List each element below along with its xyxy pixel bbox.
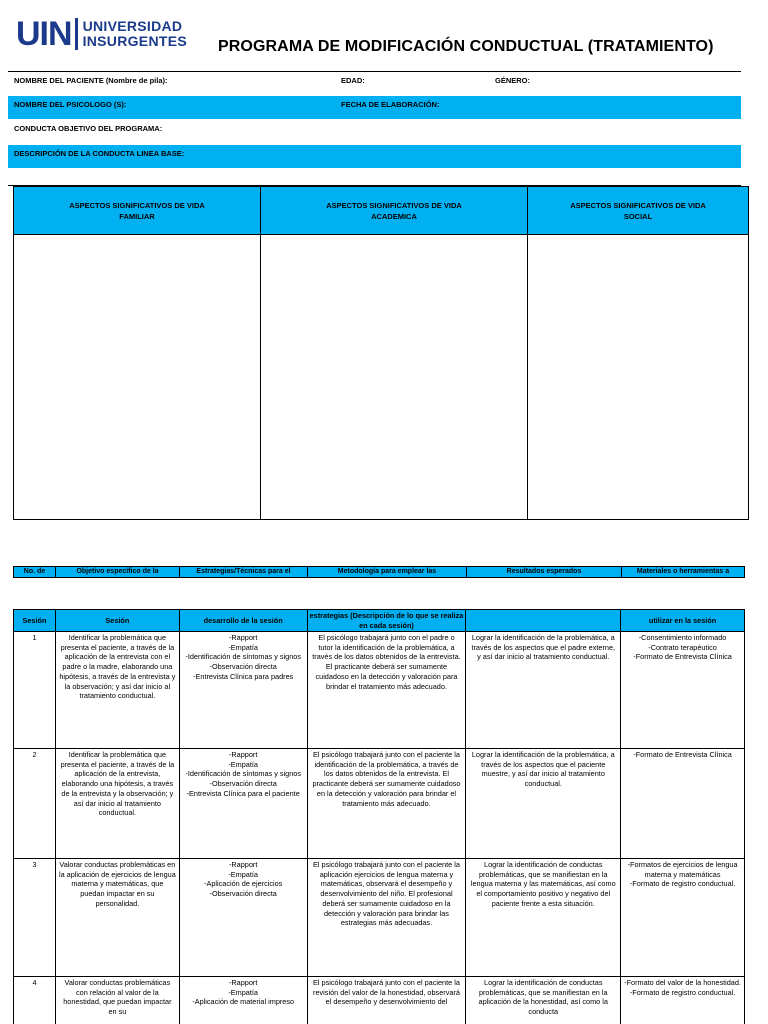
logo-mark: UIN	[16, 15, 72, 53]
aspect-header-familiar: ASPECTOS SIGNIFICATIVOS DE VIDA FAMILIAR	[14, 187, 260, 235]
aspect-column-academica	[261, 187, 528, 519]
gender-label: GÉNERO:	[495, 76, 531, 85]
session-strategies: -Rapport -Empatía -Aplicación de ejercicios -Observación directa	[179, 859, 307, 977]
session-methodology: El psicólogo trabajará junto con el paciente la aplicación ejercicios de lengua materna y matemáticas, observará el desempeño y desenvolvimiento del niño. El profesional deberá ser sumamente cuidadoso en la detección y valoración para brindar las estrategias más adecuadas.	[307, 859, 466, 977]
header-col-6: Materiales o herramientas a	[636, 568, 730, 575]
session-methodology: El psicólogo trabajará junto con el paciente la identificación de la problemática, a través de los datos obtenidos de la entrevista. El practicante deberá ser sumamente cuidadoso en la detección y valoración para brindar el tratamiento más adecuado.	[307, 749, 466, 859]
session-number: 1	[14, 632, 56, 749]
session-objective: Valorar conductas problemáticas en la aplicación de ejercicios de lengua materna y matemáticas, que puedan impactar en su personalidad.	[55, 859, 179, 977]
date-label: FECHA DE ELABORACIÓN:	[341, 100, 440, 109]
session-methodology: El psicólogo trabajará junto con el paciente la revisión del valor de la honestidad, observará el desempeño y desenvolvimiento del	[307, 977, 466, 1024]
sessions-table	[13, 609, 745, 1024]
page-title: PROGRAMA DE MODIFICACIÓN CONDUCTUAL (TRATAMIENTO)	[218, 38, 714, 55]
session-objective: Valorar conductas problemáticas con relación al valor de la honestidad, que puedan impactar en su	[55, 977, 179, 1024]
logo-divider	[75, 18, 78, 50]
table-row	[14, 859, 745, 977]
session-strategies: -Rapport -Empatía -Aplicación de material impreso	[179, 977, 307, 1024]
header-objective: Sesión	[55, 610, 179, 632]
session-strategies: -Rapport -Empatía -Identificación de síntomas y signos -Observación directa -Entrevista Clínica para el paciente	[179, 749, 307, 859]
session-materials: -Consentimiento informado -Contrato terapéutico -Formato de Entrevista Clínica	[621, 632, 745, 749]
header-strategies: desarrollo de la sesión	[179, 610, 307, 632]
patient-name-label: NOMBRE DEL PACIENTE (Nombre de pila):	[14, 76, 168, 85]
session-number: 4	[14, 977, 56, 1024]
sessions-header-strip	[13, 566, 745, 578]
baseline-label: DESCRIPCIÓN DE LA CONDUCTA LINEA BASE:	[14, 149, 185, 158]
aspects-table	[13, 186, 749, 520]
aspect-header-academica: ASPECTOS SIGNIFICATIVOS DE VIDA ACADEMICA	[261, 187, 527, 235]
patient-row	[8, 72, 741, 95]
session-objective: Identificar la problemática que presenta el paciente, a través de la aplicación de la entrevista con el padre o la madre, elaborando una hipótesis, a través de la entrevista y la observación; y así dar inicio al tratamiento conductual.	[55, 632, 179, 749]
session-materials: -Formatos de ejercicios de lengua materna y matemáticas -Formato de registro conductual.	[621, 859, 745, 977]
header-col-1: No. de	[14, 567, 56, 577]
aspect-header-social: ASPECTOS SIGNIFICATIVOS DE VIDA SOCIAL	[528, 187, 748, 235]
target-behavior-row	[8, 120, 741, 143]
header-methodology: estrategias (Descripción de lo que se realiza en cada sesión)	[307, 610, 466, 632]
header-col-5: Resultados esperados	[467, 567, 622, 577]
session-results: Lograr la identificación de la problemática, a través de los aspectos que el paciente muestre, y así dar inicio al tratamiento conductual.	[466, 749, 621, 859]
header-session-number: Sesión	[14, 610, 56, 632]
session-methodology: El psicólogo trabajará junto con el padre o tutor la identificación de la problemática, a través de los datos obtenidos de la entrevista. El practicante deberá ser sumamente cuidadoso en la detección y valoración para brindar el tratamiento más adecuado.	[307, 632, 466, 749]
psychologist-row	[8, 96, 741, 119]
session-number: 3	[14, 859, 56, 977]
header-col-4: Metodología para emplear las	[308, 567, 467, 577]
table-row	[14, 632, 745, 749]
table-row	[14, 977, 745, 1024]
psychologist-label: NOMBRE DEL PSICOLOGO (S):	[14, 100, 127, 109]
header-results	[466, 610, 621, 632]
logo-text	[83, 19, 187, 49]
session-materials: -Formato del valor de la honestidad. -Formato de registro conductual.	[621, 977, 745, 1024]
header-col-3: Estrategias/Técnicas para el	[180, 567, 308, 577]
logo-line-2: INSURGENTES	[82, 33, 187, 49]
session-objective: Identificar la problemática que presenta el paciente, a través de la aplicación de la entrevista, elaborando una hipótesis, a través de la entrevista y la observación; y así dar inicio al tratamiento conductual.	[55, 749, 179, 859]
sessions-header-row	[14, 610, 745, 632]
session-results: Lograr la identificación de conductas problemáticas, que se manifiestan en la aplicación de la honestidad, así como la conducta	[466, 977, 621, 1024]
aspect-column-familiar	[14, 187, 261, 519]
aspect-column-social	[528, 187, 748, 519]
session-results: Lograr la identificación de conductas problemáticas, que se manifiestan en la lengua materna y las matemáticas, así como el comportamiento positivo y negativo del paciente frente a esta situación.	[466, 859, 621, 977]
session-number: 2	[14, 749, 56, 859]
target-behavior-label: CONDUCTA OBJETIVO DEL PROGRAMA:	[14, 124, 163, 133]
logo-line-1: UNIVERSIDAD	[82, 18, 183, 34]
age-label: EDAD:	[341, 76, 365, 85]
session-materials: -Formato de Entrevista Clínica	[621, 749, 745, 859]
table-row	[14, 749, 745, 859]
header-materials: utilizar en la sesión	[621, 610, 745, 632]
baseline-row	[8, 145, 741, 168]
header-col-2: Objetivo específico de la	[56, 567, 180, 577]
university-logo	[16, 16, 187, 52]
session-results: Lograr la identificación de la problemática, a través de los aspectos que el padre externe, y así dar inicio al tratamiento conductual.	[466, 632, 621, 749]
session-strategies: -Rapport -Empatía -Identificación de síntomas y signos -Observación directa -Entrevista Clínica para padres	[179, 632, 307, 749]
